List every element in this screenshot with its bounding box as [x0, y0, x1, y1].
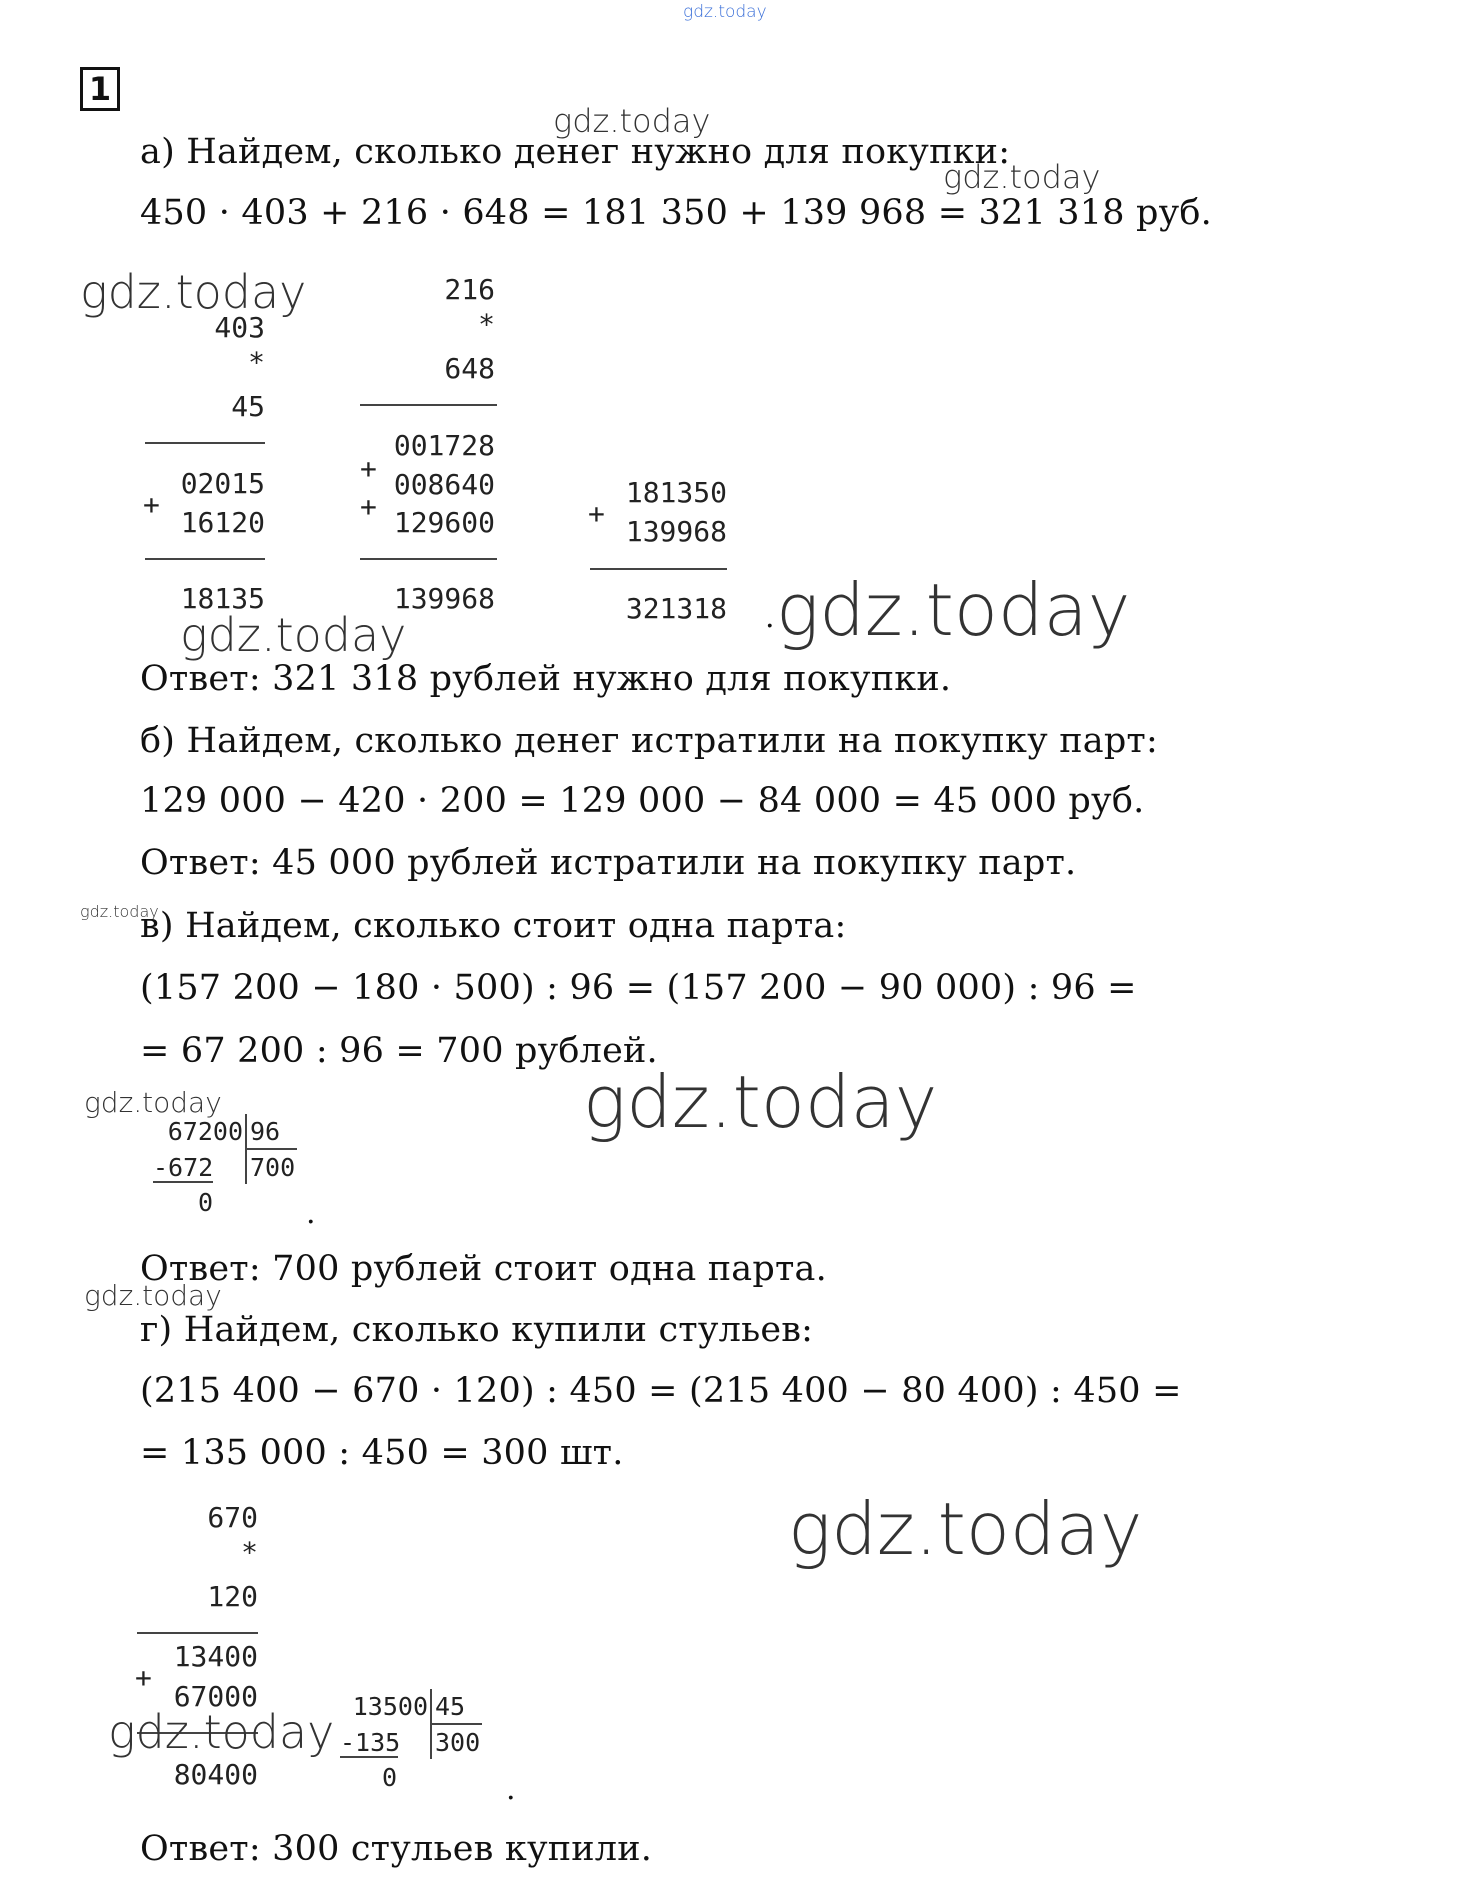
division-quotient: 300 — [435, 1728, 481, 1757]
calc-divider — [145, 558, 265, 560]
dot: . — [306, 1196, 316, 1231]
part-a-answer: Ответ: 321 318 рублей нужно для покупки. — [140, 659, 952, 699]
calc-partial: 13400 — [173, 1640, 258, 1673]
watermark: gdz.today — [583, 1060, 938, 1144]
watermark: gdz.today — [943, 158, 1101, 196]
calc-operand: 139968 — [625, 515, 727, 548]
calc-result: 18135 — [180, 582, 265, 615]
part-v-heading: в) Найдем, сколько стоит одна парта: — [140, 906, 847, 946]
watermark: gdz.today — [84, 1086, 222, 1119]
calc-result: 321318 — [625, 592, 727, 625]
calc-operand: 120 — [207, 1580, 258, 1613]
division-divisor: 96 — [250, 1117, 281, 1146]
calc-divider — [137, 1632, 258, 1634]
calc-divider — [360, 404, 497, 406]
watermark: gdz.today — [80, 902, 159, 921]
calc-operator: * — [248, 346, 265, 379]
watermark: gdz.today — [788, 1487, 1143, 1571]
calc-operand: 181350 — [625, 476, 727, 509]
calc-partial: 129600 — [393, 506, 495, 539]
watermark: gdz.today — [84, 1279, 222, 1312]
division-subtrahend: -135 — [340, 1728, 401, 1757]
calc-plus: + — [135, 1661, 152, 1694]
task-number-box: 1 — [80, 67, 120, 111]
header-watermark: gdz.today — [683, 2, 767, 22]
division-quotient: 700 — [250, 1153, 296, 1182]
calc-operand: 670 — [207, 1501, 258, 1534]
calc-partial: 008640 — [393, 468, 495, 501]
part-g-equation-1: (215 400 − 670 · 120) : 450 = (215 400 − 80 400) : 450 = — [140, 1371, 1182, 1411]
division-dividend: 13500 — [352, 1692, 428, 1721]
calc-operand: 648 — [444, 352, 495, 385]
calc-divider — [145, 442, 265, 444]
calc-operand: 403 — [214, 311, 265, 344]
division-remainder: 0 — [382, 1763, 398, 1792]
watermark: gdz.today — [776, 568, 1131, 652]
watermark: gdz.today — [80, 265, 307, 319]
part-v-equation-1: (157 200 − 180 · 500) : 96 = (157 200 − 90 000) : 96 = — [140, 968, 1137, 1008]
calc-operator: * — [478, 308, 495, 341]
calc-partial: 67000 — [173, 1680, 258, 1713]
calc-divider — [360, 558, 497, 560]
calc-operand: 45 — [231, 390, 265, 423]
watermark: gdz.today — [108, 1705, 335, 1759]
calc-plus: + — [143, 488, 160, 521]
division-sub-line — [153, 1181, 213, 1183]
part-v-answer: Ответ: 700 рублей стоит одна парта. — [140, 1249, 827, 1289]
division-dividend: 67200 — [167, 1117, 243, 1146]
calc-result: 139968 — [393, 582, 495, 615]
calc-plus: + — [360, 490, 377, 523]
calc-result: 80400 — [173, 1758, 258, 1791]
part-b-heading: б) Найдем, сколько денег истратили на покупку парт: — [140, 721, 1158, 761]
calc-plus: + — [360, 452, 377, 485]
calc-plus: + — [588, 497, 605, 530]
dot: . — [765, 600, 775, 635]
division-divisor-line — [245, 1148, 297, 1150]
division-divisor-line — [430, 1723, 482, 1725]
calc-divider — [590, 568, 727, 570]
part-v-equation-2: = 67 200 : 96 = 700 рублей. — [140, 1031, 658, 1071]
part-a-equation: 450 · 403 + 216 · 648 = 181 350 + 139 968 = 321 318 руб. — [140, 193, 1213, 233]
watermark: gdz.today — [180, 608, 407, 662]
part-a-heading: а) Найдем, сколько денег нужно для покупки: — [140, 132, 1011, 172]
division-divisor: 45 — [435, 1692, 466, 1721]
part-b-equation: 129 000 − 420 · 200 = 129 000 − 84 000 = 45 000 руб. — [140, 781, 1145, 821]
part-g-answer: Ответ: 300 стульев купили. — [140, 1829, 653, 1869]
division-remainder: 0 — [198, 1188, 214, 1217]
part-g-heading: г) Найдем, сколько купили стульев: — [140, 1310, 814, 1350]
calc-partial: 001728 — [393, 429, 495, 462]
division-subtrahend: -672 — [153, 1153, 214, 1182]
calc-operator: * — [241, 1536, 258, 1569]
calc-operand: 216 — [444, 273, 495, 306]
calc-partial: 02015 — [180, 467, 265, 500]
dot: . — [506, 1772, 516, 1807]
calc-partial: 16120 — [180, 506, 265, 539]
watermark: gdz.today — [553, 102, 711, 140]
part-b-answer: Ответ: 45 000 рублей истратили на покупку парт. — [140, 843, 1077, 883]
part-g-equation-2: = 135 000 : 450 = 300 шт. — [140, 1433, 624, 1473]
division-sub-line — [340, 1756, 398, 1758]
